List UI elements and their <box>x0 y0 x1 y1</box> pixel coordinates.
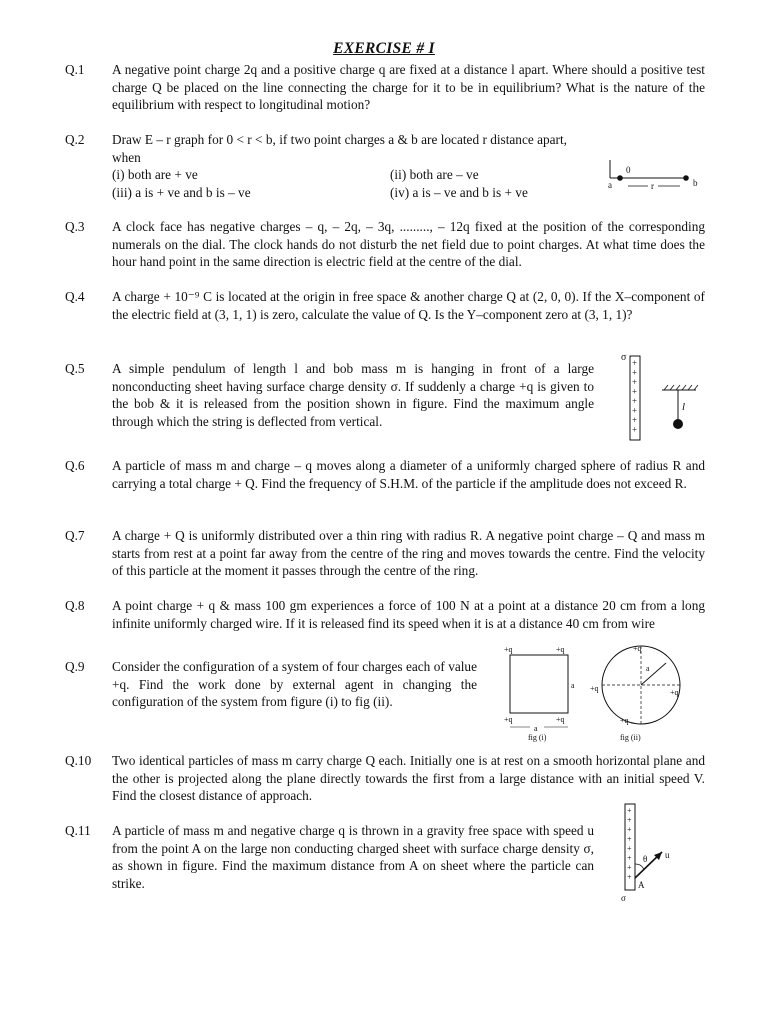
question-8 <box>65 597 705 632</box>
side-label: a <box>571 681 575 690</box>
label-r: r <box>651 181 654 191</box>
radius-line <box>641 663 666 685</box>
charge-label: +q <box>620 716 629 725</box>
charge-label: +q <box>670 688 679 697</box>
question-number: Q.2 <box>65 132 85 147</box>
question-text: A point charge + q & mass 100 gm experiences a force of 100 N at a point at a distance 20 cm from a long infinite uniformly charged wire. If it is released find its speed when it is at a distance 40 cm from wire <box>112 598 705 631</box>
question-number: Q.6 <box>65 458 85 473</box>
question-text: A simple pendulum of length l and bob mass m is hanging in front of a large nonconducting sheet having surface charge density σ. If suddenly a charge +q is given to the bob & it is released from the position shown in figure. Find the maximum angle through which the string is deflected from vertical. <box>112 361 594 429</box>
charge-label: +q <box>504 645 513 654</box>
question-1 <box>65 61 705 114</box>
plus-sign: + <box>632 415 638 425</box>
label-b: b <box>693 178 698 188</box>
plus-sign: + <box>627 825 632 834</box>
charge-label: +q <box>556 645 565 654</box>
q2-figure <box>600 160 710 200</box>
fig-i-label: fig (i) <box>528 733 547 742</box>
question-10 <box>65 752 705 805</box>
question-number: Q.1 <box>65 62 85 77</box>
question-6 <box>65 457 705 492</box>
plus-sign: + <box>632 405 638 416</box>
plus-sign: + <box>632 358 638 368</box>
length-label: l <box>682 401 686 413</box>
square <box>510 655 568 713</box>
label-top: 0 <box>626 165 631 175</box>
charge-label: +q <box>556 715 565 724</box>
question-number: Q.4 <box>65 289 85 304</box>
question-7 <box>65 527 705 580</box>
label-a: a <box>608 180 612 190</box>
ceiling-hatch <box>664 385 698 390</box>
charge-a-dot <box>617 175 623 181</box>
option-3: (iii) a is + ve and b is – ve <box>112 185 251 201</box>
question-number: Q.10 <box>65 753 92 768</box>
plus-sign: + <box>627 844 632 853</box>
plus-sign: + <box>627 815 632 825</box>
sigma-label: σ <box>621 893 626 903</box>
question-number: Q.11 <box>65 823 91 838</box>
plus-column <box>627 806 632 882</box>
question-3 <box>65 218 705 271</box>
question-text: A particle of mass m and negative charge q is thrown in a gravity free space with speed u from the point A on the large non conducting charged sheet with surface charge density σ, as shown in figure. Find the maximum distance from A on sheet where the particle can strike. <box>112 823 594 891</box>
charge-label: +q <box>504 715 513 724</box>
page-title: EXERCISE # I <box>333 40 435 57</box>
question-number: Q.9 <box>65 659 85 674</box>
plus-sign: + <box>627 806 632 815</box>
q9-figure <box>500 643 710 745</box>
plus-sign: + <box>632 386 638 397</box>
option-1: (i) both are + ve <box>112 167 198 183</box>
charge-label: +q <box>590 684 599 693</box>
pendulum-bob <box>673 419 683 429</box>
question-number: Q.7 <box>65 528 85 543</box>
question-number: Q.5 <box>65 361 85 376</box>
plus-sign: + <box>632 377 638 387</box>
plus-sign: + <box>627 863 632 872</box>
question-text: Draw E – r graph for 0 < r < b, if two point charges a & b are located r distance apart, when <box>112 132 567 165</box>
sigma-label: σ <box>621 352 627 363</box>
point-A-label: A <box>638 880 645 890</box>
theta-label: θ <box>643 854 648 864</box>
q5-figure <box>618 352 708 444</box>
question-11 <box>65 822 705 892</box>
charge-label: +q <box>633 644 642 653</box>
question-4 <box>65 288 705 323</box>
question-text: A negative point charge 2q and a positive charge q are fixed at a distance l apart. Where should a positive test charge Q be placed on the line connecting the charge for it to be in equilibrium? What is the nature of the equilibrium with respect to longitudinal motion? <box>112 62 705 113</box>
plus-sign: + <box>627 872 632 882</box>
bottom-side-label: a <box>534 724 538 733</box>
plus-sign: + <box>632 396 638 406</box>
speed-label: u <box>665 850 670 860</box>
question-text: A clock face has negative charges – q, – 2q, – 3q, ........., – 12q fixed at the position of the corresponding numerals on the dial. The clock hands do not disturb the net field due to point charges. At what time does the hour hand point in the same direction is electric field at the centre of the dial. <box>112 219 705 270</box>
question-number: Q.3 <box>65 219 85 234</box>
plus-sign: + <box>627 834 632 844</box>
charge-b-dot <box>683 175 689 181</box>
question-number: Q.8 <box>65 598 85 613</box>
plus-sign: + <box>627 853 632 863</box>
question-text: A particle of mass m and charge – q moves along a diameter of a uniformly charged sphere of radius R and carrying a total charge + Q. Find the frequency of S.H.M. of the particle if the amplitude does not exceed R. <box>112 458 705 491</box>
plus-sign: + <box>632 424 638 435</box>
fig-ii-label: fig (ii) <box>620 733 641 742</box>
option-4: (iv) a is – ve and b is + ve <box>390 185 528 201</box>
option-2: (ii) both are – ve <box>390 167 479 183</box>
question-5 <box>65 360 705 430</box>
radius-label: a <box>646 664 650 673</box>
plus-sign: + <box>632 367 638 378</box>
question-text: A charge + 10⁻⁹ C is located at the origin in free space & another charge Q at (2, 0, 0). If the X–component of the electric field at (3, 1, 1) is zero, calculate the value of Q. Is the Y–component zero at (3, 1, 1)? <box>112 289 705 322</box>
plus-column <box>632 358 637 435</box>
question-text: Consider the configuration of a system of four charges each of value +q. Find the work done by external agent in changing the configuration of the system from figure (i) to fig (ii). <box>112 659 477 710</box>
question-text: Two identical particles of mass m carry charge Q each. Initially one is at rest on a smooth horizontal plane and the other is projected along the plane directly towards the first from a large distance with an initial speed V. Find the closest distance of approach. <box>112 753 705 804</box>
q11-figure <box>618 800 708 904</box>
question-text: A charge + Q is uniformly distributed over a thin ring with radius R. A negative point charge – Q and mass m starts from rest at a point far away from the centre of the ring and moves towards the centre. Find the velocity of this particle at the moment it passes through the centre of the ring. <box>112 528 705 579</box>
